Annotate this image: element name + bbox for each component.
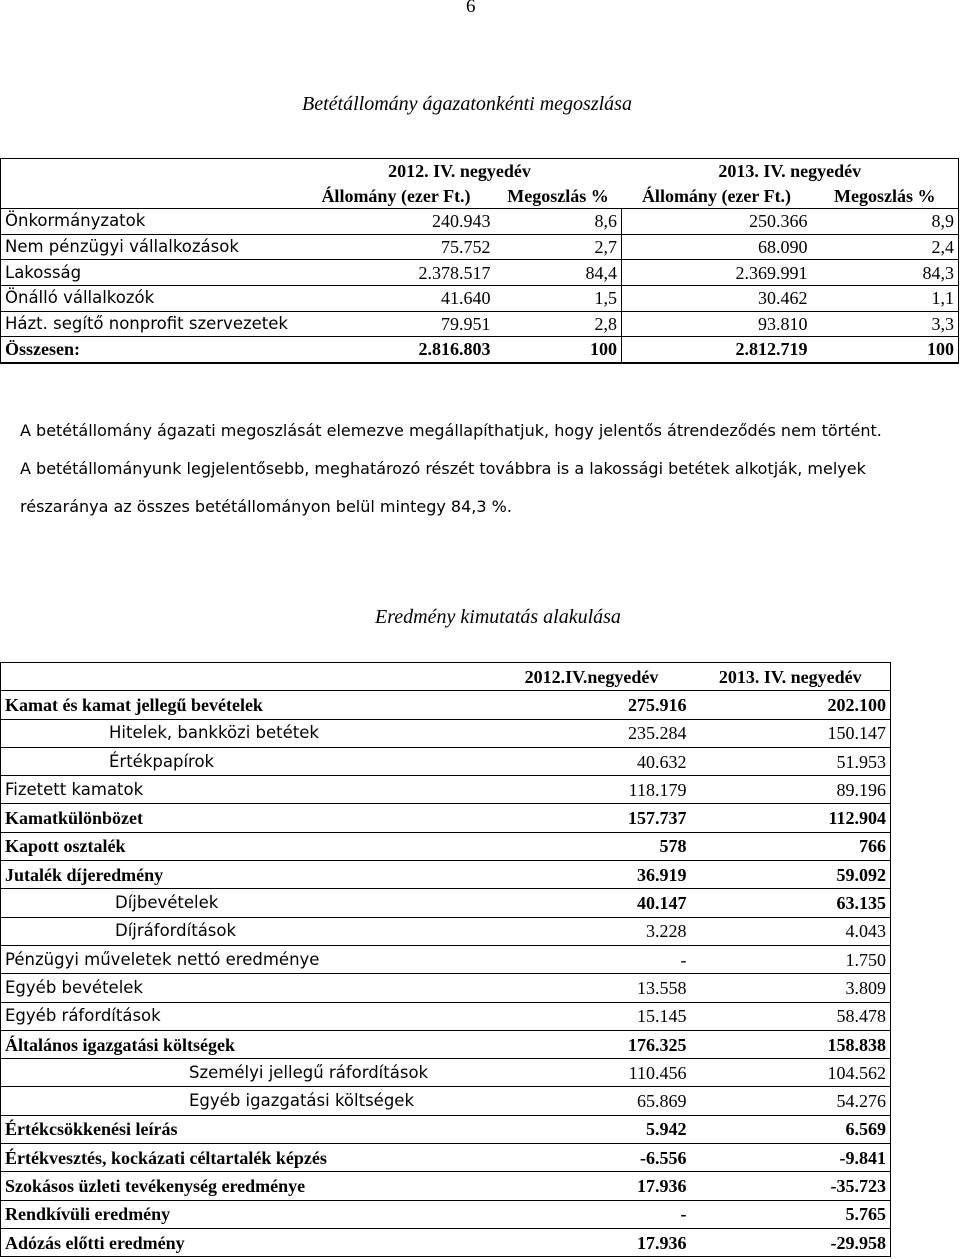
column-header: Megoszlás %: [495, 184, 622, 209]
period-header-row: [1, 159, 959, 184]
value-2012: 235.284: [493, 719, 691, 747]
column-header-2013: 2013. IV. negyedév: [691, 663, 891, 691]
value-2013: 158.838: [691, 1030, 891, 1058]
value-2013: 4.043: [691, 917, 891, 945]
table-row: [1, 1144, 891, 1172]
amount-2013: 93.810: [622, 311, 812, 337]
table-row: [1, 1087, 891, 1115]
total-row: [1, 337, 959, 363]
period-header-2013: 2013. IV. negyedév: [622, 159, 959, 184]
total-amount-2012: 2.816.803: [298, 337, 495, 363]
line-item-label: Jutalék díjeredmény: [1, 861, 493, 889]
line-item-label: Egyéb bevételek: [1, 974, 493, 1002]
amount-2012: 41.640: [298, 285, 495, 311]
line-item-label: Személyi jellegű ráfordítások: [1, 1059, 493, 1087]
share-2012: 8,6: [495, 209, 622, 235]
header-empty-cell: [1, 184, 298, 209]
income-statement-table: [0, 662, 891, 1257]
sector-label: Lakosság: [1, 260, 298, 286]
table-row: [1, 974, 891, 1002]
value-2012: 157.737: [493, 804, 691, 832]
value-2013: 51.953: [691, 747, 891, 775]
share-2013: 2,4: [812, 234, 959, 260]
sector-label: Nem pénzügyi vállalkozások: [1, 234, 298, 260]
value-2013: -29.958: [691, 1228, 891, 1256]
column-header-row: [1, 184, 959, 209]
value-2013: 104.562: [691, 1059, 891, 1087]
line-item-label: Egyéb igazgatási költségek: [1, 1087, 493, 1115]
total-share-2012: 100: [495, 337, 622, 363]
sector-label: Önkormányzatok: [1, 209, 298, 235]
line-item-label: Kamat és kamat jellegű bevételek: [1, 691, 493, 719]
line-item-label: Fizetett kamatok: [1, 776, 493, 804]
table-row: [1, 776, 891, 804]
table-row: [1, 285, 959, 311]
value-2013: 1.750: [691, 945, 891, 973]
line-item-label: Kapott osztalék: [1, 832, 493, 860]
table-row: [1, 917, 891, 945]
value-2013: -35.723: [691, 1172, 891, 1200]
value-2012: 65.869: [493, 1087, 691, 1115]
line-item-label: Rendkívüli eredmény: [1, 1200, 493, 1228]
value-2012: 3.228: [493, 917, 691, 945]
amount-2012: 79.951: [298, 311, 495, 337]
line-item-label: Értékcsökkenési leírás: [1, 1115, 493, 1143]
share-2013: 1,1: [812, 285, 959, 311]
value-2012: 40.147: [493, 889, 691, 917]
table-row: [1, 234, 959, 260]
value-2013: 150.147: [691, 719, 891, 747]
value-2012: -: [493, 945, 691, 973]
amount-2012: 240.943: [298, 209, 495, 235]
table-row: [1, 832, 891, 860]
table-row: [1, 1030, 891, 1058]
page-number: 6: [466, 0, 476, 17]
amount-2013: 68.090: [622, 234, 812, 260]
table-row: [1, 1228, 891, 1256]
table-row: [1, 719, 891, 747]
share-2013: 84,3: [812, 260, 959, 286]
value-2013: 58.478: [691, 1002, 891, 1030]
share-2012: 1,5: [495, 285, 622, 311]
amount-2012: 75.752: [298, 234, 495, 260]
line-item-label: Adózás előtti eredmény: [1, 1228, 493, 1256]
line-item-label: Értékpapírok: [1, 747, 493, 775]
value-2012: 578: [493, 832, 691, 860]
analysis-paragraph-2: A betétállományunk legjelentősebb, meghatározó részét továbbra is a lakossági betétek alkotják, melyek részaránya az összes betétállományon belül mintegy 84,3 %.: [20, 459, 866, 516]
share-2013: 3,3: [812, 311, 959, 337]
column-header-2012: 2012.IV.negyedév: [493, 663, 691, 691]
share-2012: 84,4: [495, 260, 622, 286]
value-2013: 112.904: [691, 804, 891, 832]
value-2013: 766: [691, 832, 891, 860]
sector-label: Házt. segítő nonprofit szervezetek: [1, 311, 298, 337]
value-2013: 202.100: [691, 691, 891, 719]
table-row: [1, 889, 891, 917]
table-row: [1, 311, 959, 337]
share-2012: 2,7: [495, 234, 622, 260]
sector-label: Önálló vállalkozók: [1, 285, 298, 311]
table-row: [1, 209, 959, 235]
line-item-label: Díjbevételek: [1, 889, 493, 917]
line-item-label: Díjráfordítások: [1, 917, 493, 945]
line-item-label: Kamatkülönbözet: [1, 804, 493, 832]
value-2012: 275.916: [493, 691, 691, 719]
period-header-2012: 2012. IV. negyedév: [298, 159, 622, 184]
line-item-label: Általános igazgatási költségek: [1, 1030, 493, 1058]
share-2012: 2,8: [495, 311, 622, 337]
value-2012: 118.179: [493, 776, 691, 804]
value-2013: -9.841: [691, 1144, 891, 1172]
value-2013: 59.092: [691, 861, 891, 889]
table-row: [1, 747, 891, 775]
table-row: [1, 260, 959, 286]
line-item-label: Szokásos üzleti tevékenység eredménye: [1, 1172, 493, 1200]
line-item-label: Pénzügyi műveletek nettó eredménye: [1, 945, 493, 973]
value-2013: 3.809: [691, 974, 891, 1002]
value-2012: 5.942: [493, 1115, 691, 1143]
line-item-label: Értékvesztés, kockázati céltartalék képzés: [1, 1144, 493, 1172]
table-row: [1, 691, 891, 719]
value-2013: 6.569: [691, 1115, 891, 1143]
total-share-2013: 100: [812, 337, 959, 363]
deposit-section-title: Betétállomány ágazatonkénti megoszlása: [302, 93, 632, 115]
value-2013: 5.765: [691, 1200, 891, 1228]
value-2012: -6.556: [493, 1144, 691, 1172]
income-section-title: Eredmény kimutatás alakulása: [375, 606, 621, 628]
value-2013: 63.135: [691, 889, 891, 917]
table-row: [1, 945, 891, 973]
table-row: [1, 1200, 891, 1228]
income-header-row: [1, 663, 891, 691]
value-2012: -: [493, 1200, 691, 1228]
total-amount-2013: 2.812.719: [622, 337, 812, 363]
table-row: [1, 1115, 891, 1143]
amount-2013: 30.462: [622, 285, 812, 311]
value-2013: 54.276: [691, 1087, 891, 1115]
value-2012: 17.936: [493, 1172, 691, 1200]
deposit-distribution-table: [0, 158, 959, 364]
value-2012: 40.632: [493, 747, 691, 775]
total-label: Összesen:: [1, 337, 298, 363]
value-2012: 17.936: [493, 1228, 691, 1256]
table-row: [1, 1172, 891, 1200]
share-2013: 8,9: [812, 209, 959, 235]
amount-2012: 2.378.517: [298, 260, 495, 286]
analysis-paragraph-1: A betétállomány ágazati megoszlását elemezve megállapíthatjuk, hogy jelentős átrendeződés nem történt.: [20, 421, 882, 440]
column-header: Állomány (ezer Ft.): [622, 184, 812, 209]
table-row: [1, 1059, 891, 1087]
column-header: Állomány (ezer Ft.): [298, 184, 495, 209]
value-2012: 15.145: [493, 1002, 691, 1030]
line-item-label: Egyéb ráfordítások: [1, 1002, 493, 1030]
value-2012: 36.919: [493, 861, 691, 889]
amount-2013: 2.369.991: [622, 260, 812, 286]
column-header: Megoszlás %: [812, 184, 959, 209]
value-2012: 13.558: [493, 974, 691, 1002]
line-item-label: Hitelek, bankközi betétek: [1, 719, 493, 747]
table-row: [1, 1002, 891, 1030]
amount-2013: 250.366: [622, 209, 812, 235]
value-2013: 89.196: [691, 776, 891, 804]
header-empty-cell: [1, 159, 298, 184]
table-row: [1, 861, 891, 889]
table-row: [1, 804, 891, 832]
value-2012: 110.456: [493, 1059, 691, 1087]
value-2012: 176.325: [493, 1030, 691, 1058]
header-empty-cell: [1, 663, 493, 691]
